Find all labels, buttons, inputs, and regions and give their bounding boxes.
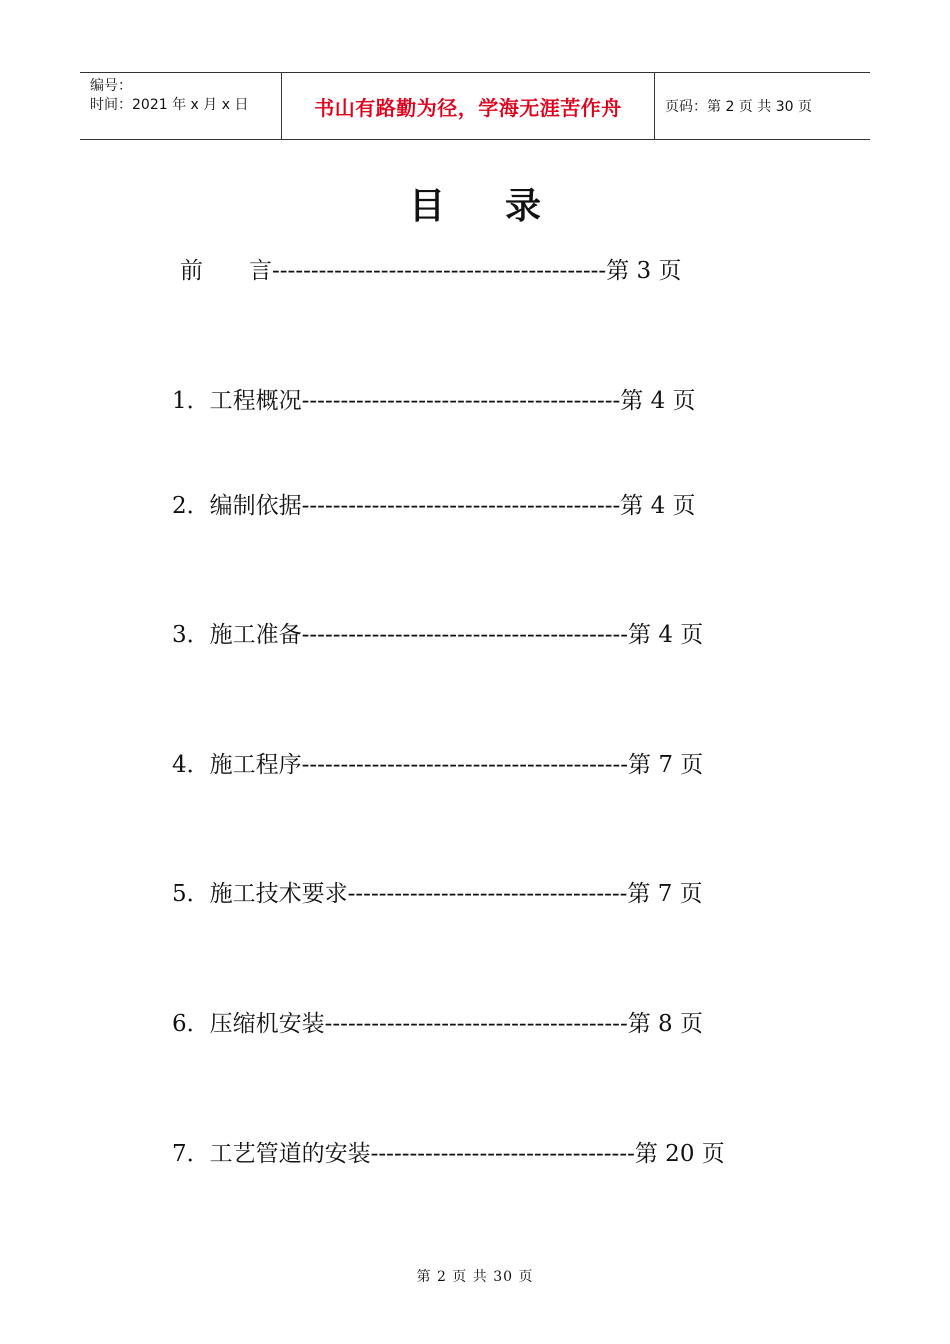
page-header xyxy=(80,72,870,140)
toc-dashes: ------------------------------------ xyxy=(347,881,628,907)
toc-dashes: ------------------------------------------ xyxy=(301,622,629,648)
toc-dashes: ---------------------------------- xyxy=(370,1141,635,1167)
title-left-char: 目 xyxy=(408,186,445,227)
toc-item-preface[interactable] xyxy=(180,256,681,286)
toc-page: 第 4 页 xyxy=(620,388,696,414)
header-slogan: 书山有路勤为径，学海无涯苦作舟 xyxy=(282,73,655,139)
toc-label: 2．编制依据 xyxy=(172,493,302,519)
page-title xyxy=(0,178,950,229)
header-page-info: 页码：第 2 页 共 30 页 xyxy=(665,99,812,115)
toc-dashes: ------------------------------------------ xyxy=(301,752,629,778)
toc-page: 第 8 页 xyxy=(627,1011,703,1037)
header-meta xyxy=(80,73,282,139)
toc-dashes: --------------------------------------- xyxy=(324,1011,628,1037)
toc-dashes: ----------------------------------------- xyxy=(301,388,621,414)
toc-page: 第 7 页 xyxy=(627,881,703,907)
toc-page: 第 4 页 xyxy=(628,622,704,648)
toc-item-7[interactable] xyxy=(172,1139,725,1169)
toc-label: 6．压缩机安装 xyxy=(172,1011,325,1037)
toc-item-1[interactable] xyxy=(172,386,696,416)
code-label: 编号： xyxy=(90,78,132,94)
title-right-char: 录 xyxy=(505,186,542,227)
toc-page: 第 3 页 xyxy=(606,258,682,284)
toc-item-3[interactable] xyxy=(172,620,703,650)
toc-label: 3．施工准备 xyxy=(172,622,302,648)
toc-label: 7．工艺管道的安装 xyxy=(172,1141,371,1167)
toc-dashes: ----------------------------------------- xyxy=(301,493,621,519)
toc-item-2[interactable] xyxy=(172,491,696,521)
toc-page: 第 20 页 xyxy=(634,1141,725,1167)
toc-label: 前 言 xyxy=(180,258,272,284)
toc-item-4[interactable] xyxy=(172,750,703,780)
toc-label: 5．施工技术要求 xyxy=(172,881,348,907)
toc-label: 4．施工程序 xyxy=(172,752,302,778)
toc-page: 第 7 页 xyxy=(628,752,704,778)
toc-item-5[interactable] xyxy=(172,879,703,909)
toc-page: 第 4 页 xyxy=(620,493,696,519)
toc-label: 1．工程概况 xyxy=(172,388,302,414)
page-footer: 第 2 页 共 30 页 xyxy=(416,1269,534,1285)
toc-item-6[interactable] xyxy=(172,1009,703,1039)
toc-dashes: ------------------------------------------- xyxy=(272,258,607,284)
time-label: 时间：2021 年 x 月 x 日 xyxy=(90,97,249,113)
